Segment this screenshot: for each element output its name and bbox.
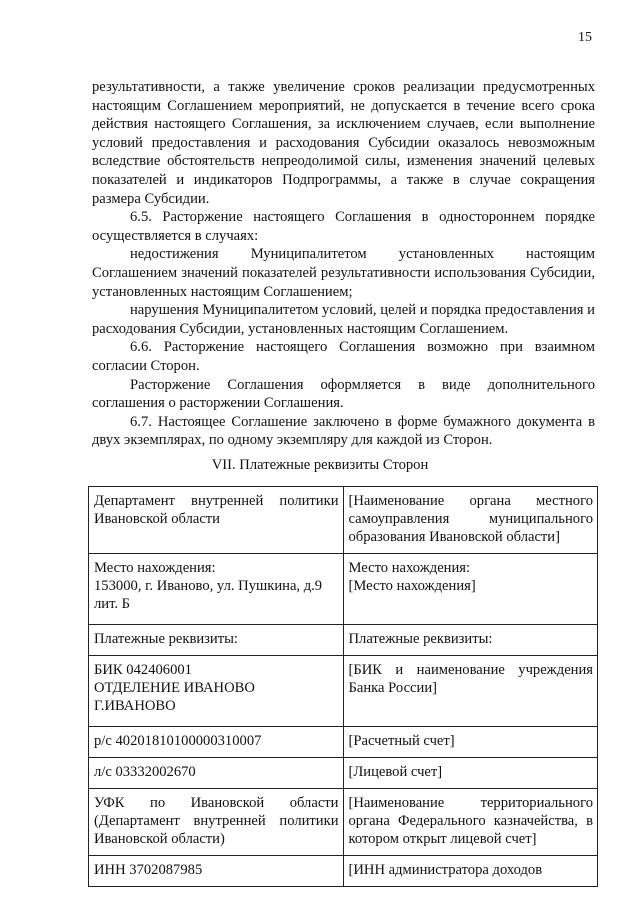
- treasury-cell: [Наименование территориального органа Федерального казначейства, в котором открыт лицевой счет]: [343, 789, 598, 856]
- page-number: 15: [578, 30, 592, 45]
- paragraph-case-1: недостижения Муниципалитетом установленных настоящим Соглашением значений показателей результативности использования Субсидии, установленных настоящим Соглашением;: [92, 246, 595, 300]
- table-row: [89, 487, 598, 554]
- location-cell: Место нахождения: 153000, г. Иваново, ул. Пушкина, д.9 лит. Б: [89, 554, 344, 625]
- personal-account-cell: [Лицевой счет]: [343, 758, 598, 789]
- party-name-cell: Департамент внутренней политики Ивановской области: [89, 487, 344, 554]
- inn-cell: [ИНН администратора доходов: [343, 856, 598, 887]
- treasury-cell: УФК по Ивановской области (Департамент внутренней политики Ивановской области): [89, 789, 344, 856]
- agreement-body-text: [92, 78, 595, 450]
- paragraph-case-2: нарушения Муниципалитетом условий, целей и порядка предоставления и расходования Субсидии, установленных настоящим Соглашением.: [92, 302, 595, 337]
- paragraph-continuation: результативности, а также увеличение сроков реализации предусмотренных настоящим Соглашением мероприятий, не допускается в течение всего срока действия настоящего Соглашения, за исключением случаев, если выполнение условий предоставления и расходования Субсидии оказалось невозможным вследствие обстоятельств непреодолимой силы, изменения значений целевых показателей и индикаторов Подпрограммы, а также в случае сокращения размера Субсидии.: [92, 79, 595, 207]
- table-row: [89, 656, 598, 727]
- table-row: [89, 789, 598, 856]
- payment-details-label: Платежные реквизиты:: [89, 625, 344, 656]
- bik-cell: [БИК и наименование учреждения Банка России]: [343, 656, 598, 727]
- payment-details-table: [88, 486, 598, 887]
- party-name-cell: [Наименование органа местного самоуправления муниципального образования Ивановской области]: [343, 487, 598, 554]
- inn-cell: ИНН 3702087985: [89, 856, 344, 887]
- table-row: [89, 727, 598, 758]
- paragraph-6-6: 6.6. Расторжение настоящего Соглашения возможно при взаимном согласии Сторон.: [92, 339, 595, 374]
- table-row: [89, 856, 598, 887]
- personal-account-cell: л/с 03332002670: [89, 758, 344, 789]
- settlement-account-cell: [Расчетный счет]: [343, 727, 598, 758]
- settlement-account-cell: р/с 40201810100000310007: [89, 727, 344, 758]
- paragraph-termination: Расторжение Соглашения оформляется в виде дополнительного соглашения о расторжении Соглашения.: [92, 376, 595, 412]
- section-title: VII. Платежные реквизиты Сторон: [211, 457, 429, 473]
- payment-details-label: Платежные реквизиты:: [343, 625, 598, 656]
- table-row: [89, 625, 598, 656]
- location-cell: Место нахождения: [Место нахождения]: [343, 554, 598, 625]
- table-row: [89, 758, 598, 789]
- bik-cell: БИК 042406001 ОТДЕЛЕНИЕ ИВАНОВО Г.ИВАНОВО: [89, 656, 344, 727]
- paragraph-6-5: 6.5. Расторжение настоящего Соглашения в одностороннем порядке осуществляется в случаях:: [92, 209, 595, 244]
- table-row: [89, 554, 598, 625]
- paragraph-6-7: 6.7. Настоящее Соглашение заключено в форме бумажного документа в двух экземплярах, по одному экземпляру для каждой из Сторон.: [92, 413, 595, 449]
